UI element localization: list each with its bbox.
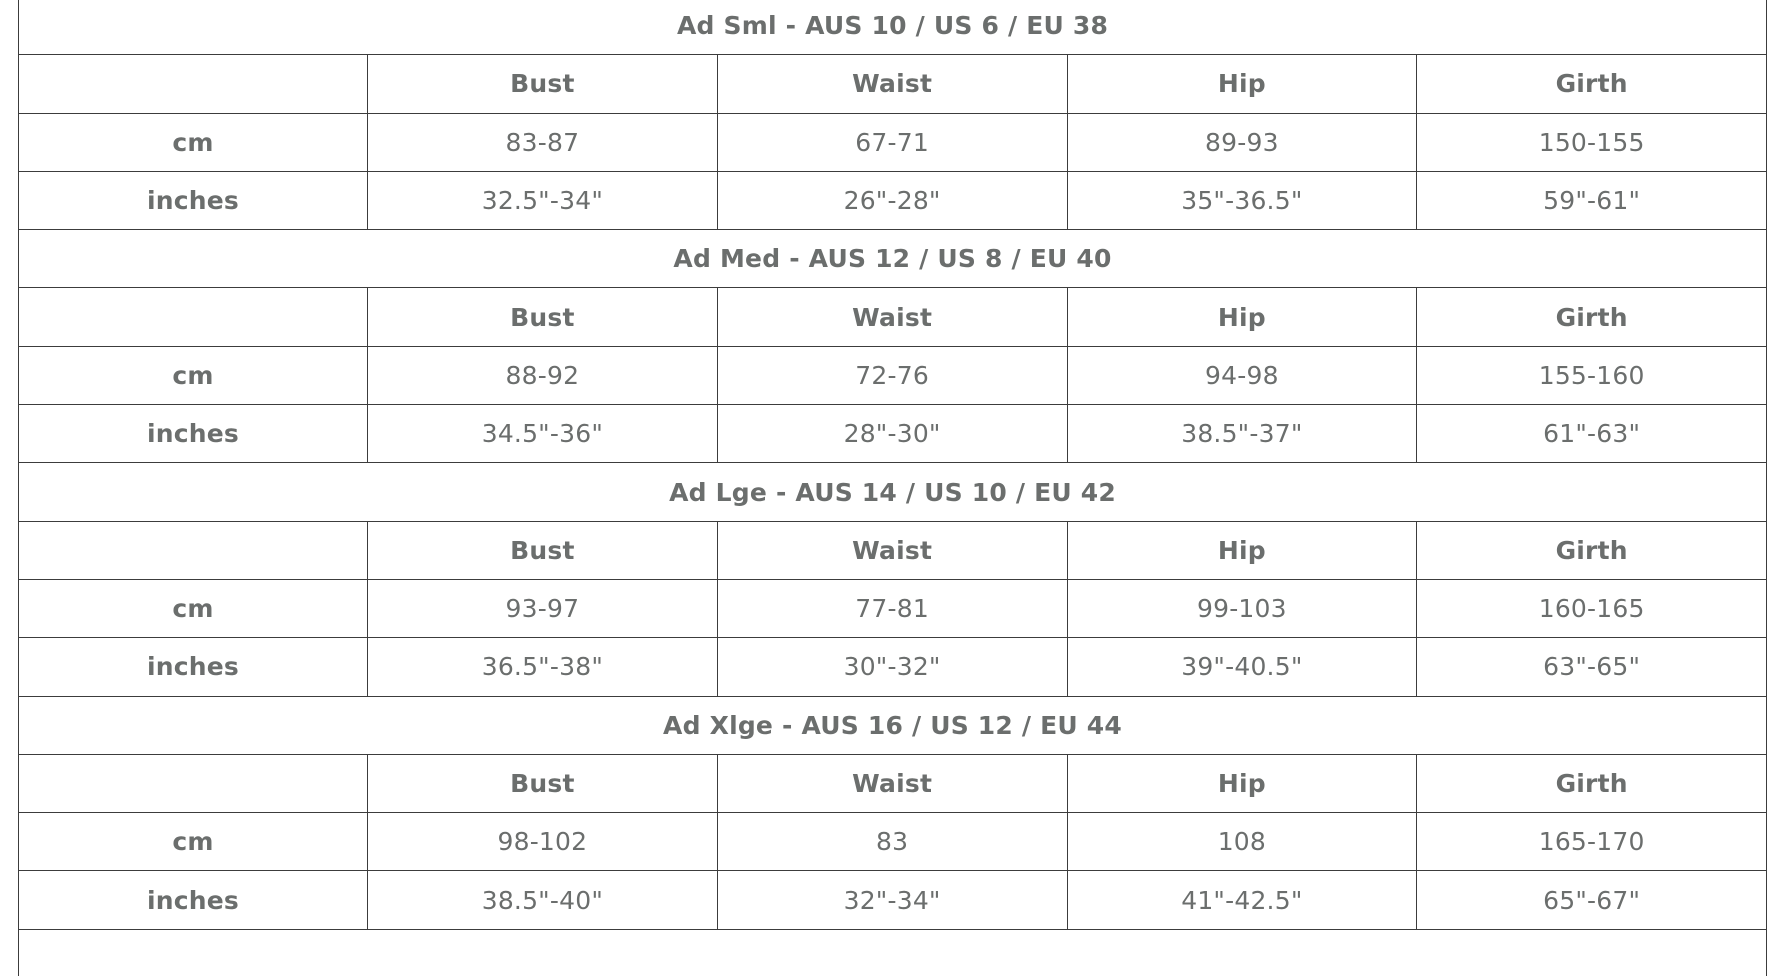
unit-label-inches: inches xyxy=(19,638,368,696)
column-header-waist: Waist xyxy=(717,55,1067,113)
girth-value: 65"-67" xyxy=(1417,871,1767,929)
size-title: Ad Xlge - AUS 16 / US 12 / EU 44 xyxy=(19,696,1767,754)
waist-value: 26"-28" xyxy=(717,171,1067,229)
unit-label-inches: inches xyxy=(19,405,368,463)
column-header-waist: Waist xyxy=(717,288,1067,346)
waist-value: 77-81 xyxy=(717,579,1067,637)
girth-value: 63"-65" xyxy=(1417,638,1767,696)
column-header-girth: Girth xyxy=(1417,55,1767,113)
girth-value: 61"-63" xyxy=(1417,405,1767,463)
inches-row xyxy=(19,405,1767,463)
hip-value: 99-103 xyxy=(1067,579,1417,637)
column-header-hip: Hip xyxy=(1067,754,1417,812)
inches-row xyxy=(19,171,1767,229)
measurement-header-row xyxy=(19,754,1767,812)
column-header-girth: Girth xyxy=(1417,288,1767,346)
waist-value: 67-71 xyxy=(717,113,1067,171)
unit-label-inches: inches xyxy=(19,171,368,229)
column-header-hip: Hip xyxy=(1067,55,1417,113)
bust-value: 34.5"-36" xyxy=(368,405,718,463)
girth-value: 160-165 xyxy=(1417,579,1767,637)
inches-row xyxy=(19,871,1767,929)
measurement-header-row xyxy=(19,521,1767,579)
measurement-header-row xyxy=(19,55,1767,113)
size-chart-table xyxy=(18,0,1767,976)
column-header-girth: Girth xyxy=(1417,754,1767,812)
cm-row xyxy=(19,813,1767,871)
header-empty-cell xyxy=(19,55,368,113)
unit-label-cm: cm xyxy=(19,113,368,171)
waist-value: 83 xyxy=(717,813,1067,871)
waist-value: 30"-32" xyxy=(717,638,1067,696)
hip-value: 38.5"-37" xyxy=(1067,405,1417,463)
column-header-bust: Bust xyxy=(368,288,718,346)
bust-value: 83-87 xyxy=(368,113,718,171)
cm-row xyxy=(19,579,1767,637)
header-empty-cell xyxy=(19,521,368,579)
hip-value: 89-93 xyxy=(1067,113,1417,171)
waist-value: 72-76 xyxy=(717,346,1067,404)
girth-value: 59"-61" xyxy=(1417,171,1767,229)
cm-row xyxy=(19,113,1767,171)
hip-value: 41"-42.5" xyxy=(1067,871,1417,929)
column-header-bust: Bust xyxy=(368,521,718,579)
hip-value: 39"-40.5" xyxy=(1067,638,1417,696)
measurement-header-row xyxy=(19,288,1767,346)
waist-value: 28"-30" xyxy=(717,405,1067,463)
column-header-hip: Hip xyxy=(1067,521,1417,579)
size-chart-body xyxy=(19,0,1767,976)
size-title-row xyxy=(19,463,1767,521)
waist-value: 32"-34" xyxy=(717,871,1067,929)
size-title-row xyxy=(19,0,1767,55)
girth-value: 150-155 xyxy=(1417,113,1767,171)
bust-value: 88-92 xyxy=(368,346,718,404)
size-title: Ad Lge - AUS 14 / US 10 / EU 42 xyxy=(19,463,1767,521)
unit-label-cm: cm xyxy=(19,346,368,404)
hip-value: 94-98 xyxy=(1067,346,1417,404)
next-size-title-cut-off xyxy=(19,929,1767,976)
next-size-title-row xyxy=(19,929,1767,976)
cm-row xyxy=(19,346,1767,404)
bust-value: 38.5"-40" xyxy=(368,871,718,929)
hip-value: 35"-36.5" xyxy=(1067,171,1417,229)
unit-label-inches: inches xyxy=(19,871,368,929)
column-header-bust: Bust xyxy=(368,55,718,113)
hip-value: 108 xyxy=(1067,813,1417,871)
size-title-row xyxy=(19,696,1767,754)
unit-label-cm: cm xyxy=(19,813,368,871)
header-empty-cell xyxy=(19,288,368,346)
bust-value: 93-97 xyxy=(368,579,718,637)
column-header-hip: Hip xyxy=(1067,288,1417,346)
size-title-row xyxy=(19,230,1767,288)
girth-value: 165-170 xyxy=(1417,813,1767,871)
column-header-girth: Girth xyxy=(1417,521,1767,579)
column-header-waist: Waist xyxy=(717,521,1067,579)
size-title: Ad Med - AUS 12 / US 8 / EU 40 xyxy=(19,230,1767,288)
size-title: Ad Sml - AUS 10 / US 6 / EU 38 xyxy=(19,0,1767,55)
bust-value: 32.5"-34" xyxy=(368,171,718,229)
bust-value: 36.5"-38" xyxy=(368,638,718,696)
column-header-bust: Bust xyxy=(368,754,718,812)
girth-value: 155-160 xyxy=(1417,346,1767,404)
inches-row xyxy=(19,638,1767,696)
unit-label-cm: cm xyxy=(19,579,368,637)
bust-value: 98-102 xyxy=(368,813,718,871)
header-empty-cell xyxy=(19,754,368,812)
column-header-waist: Waist xyxy=(717,754,1067,812)
